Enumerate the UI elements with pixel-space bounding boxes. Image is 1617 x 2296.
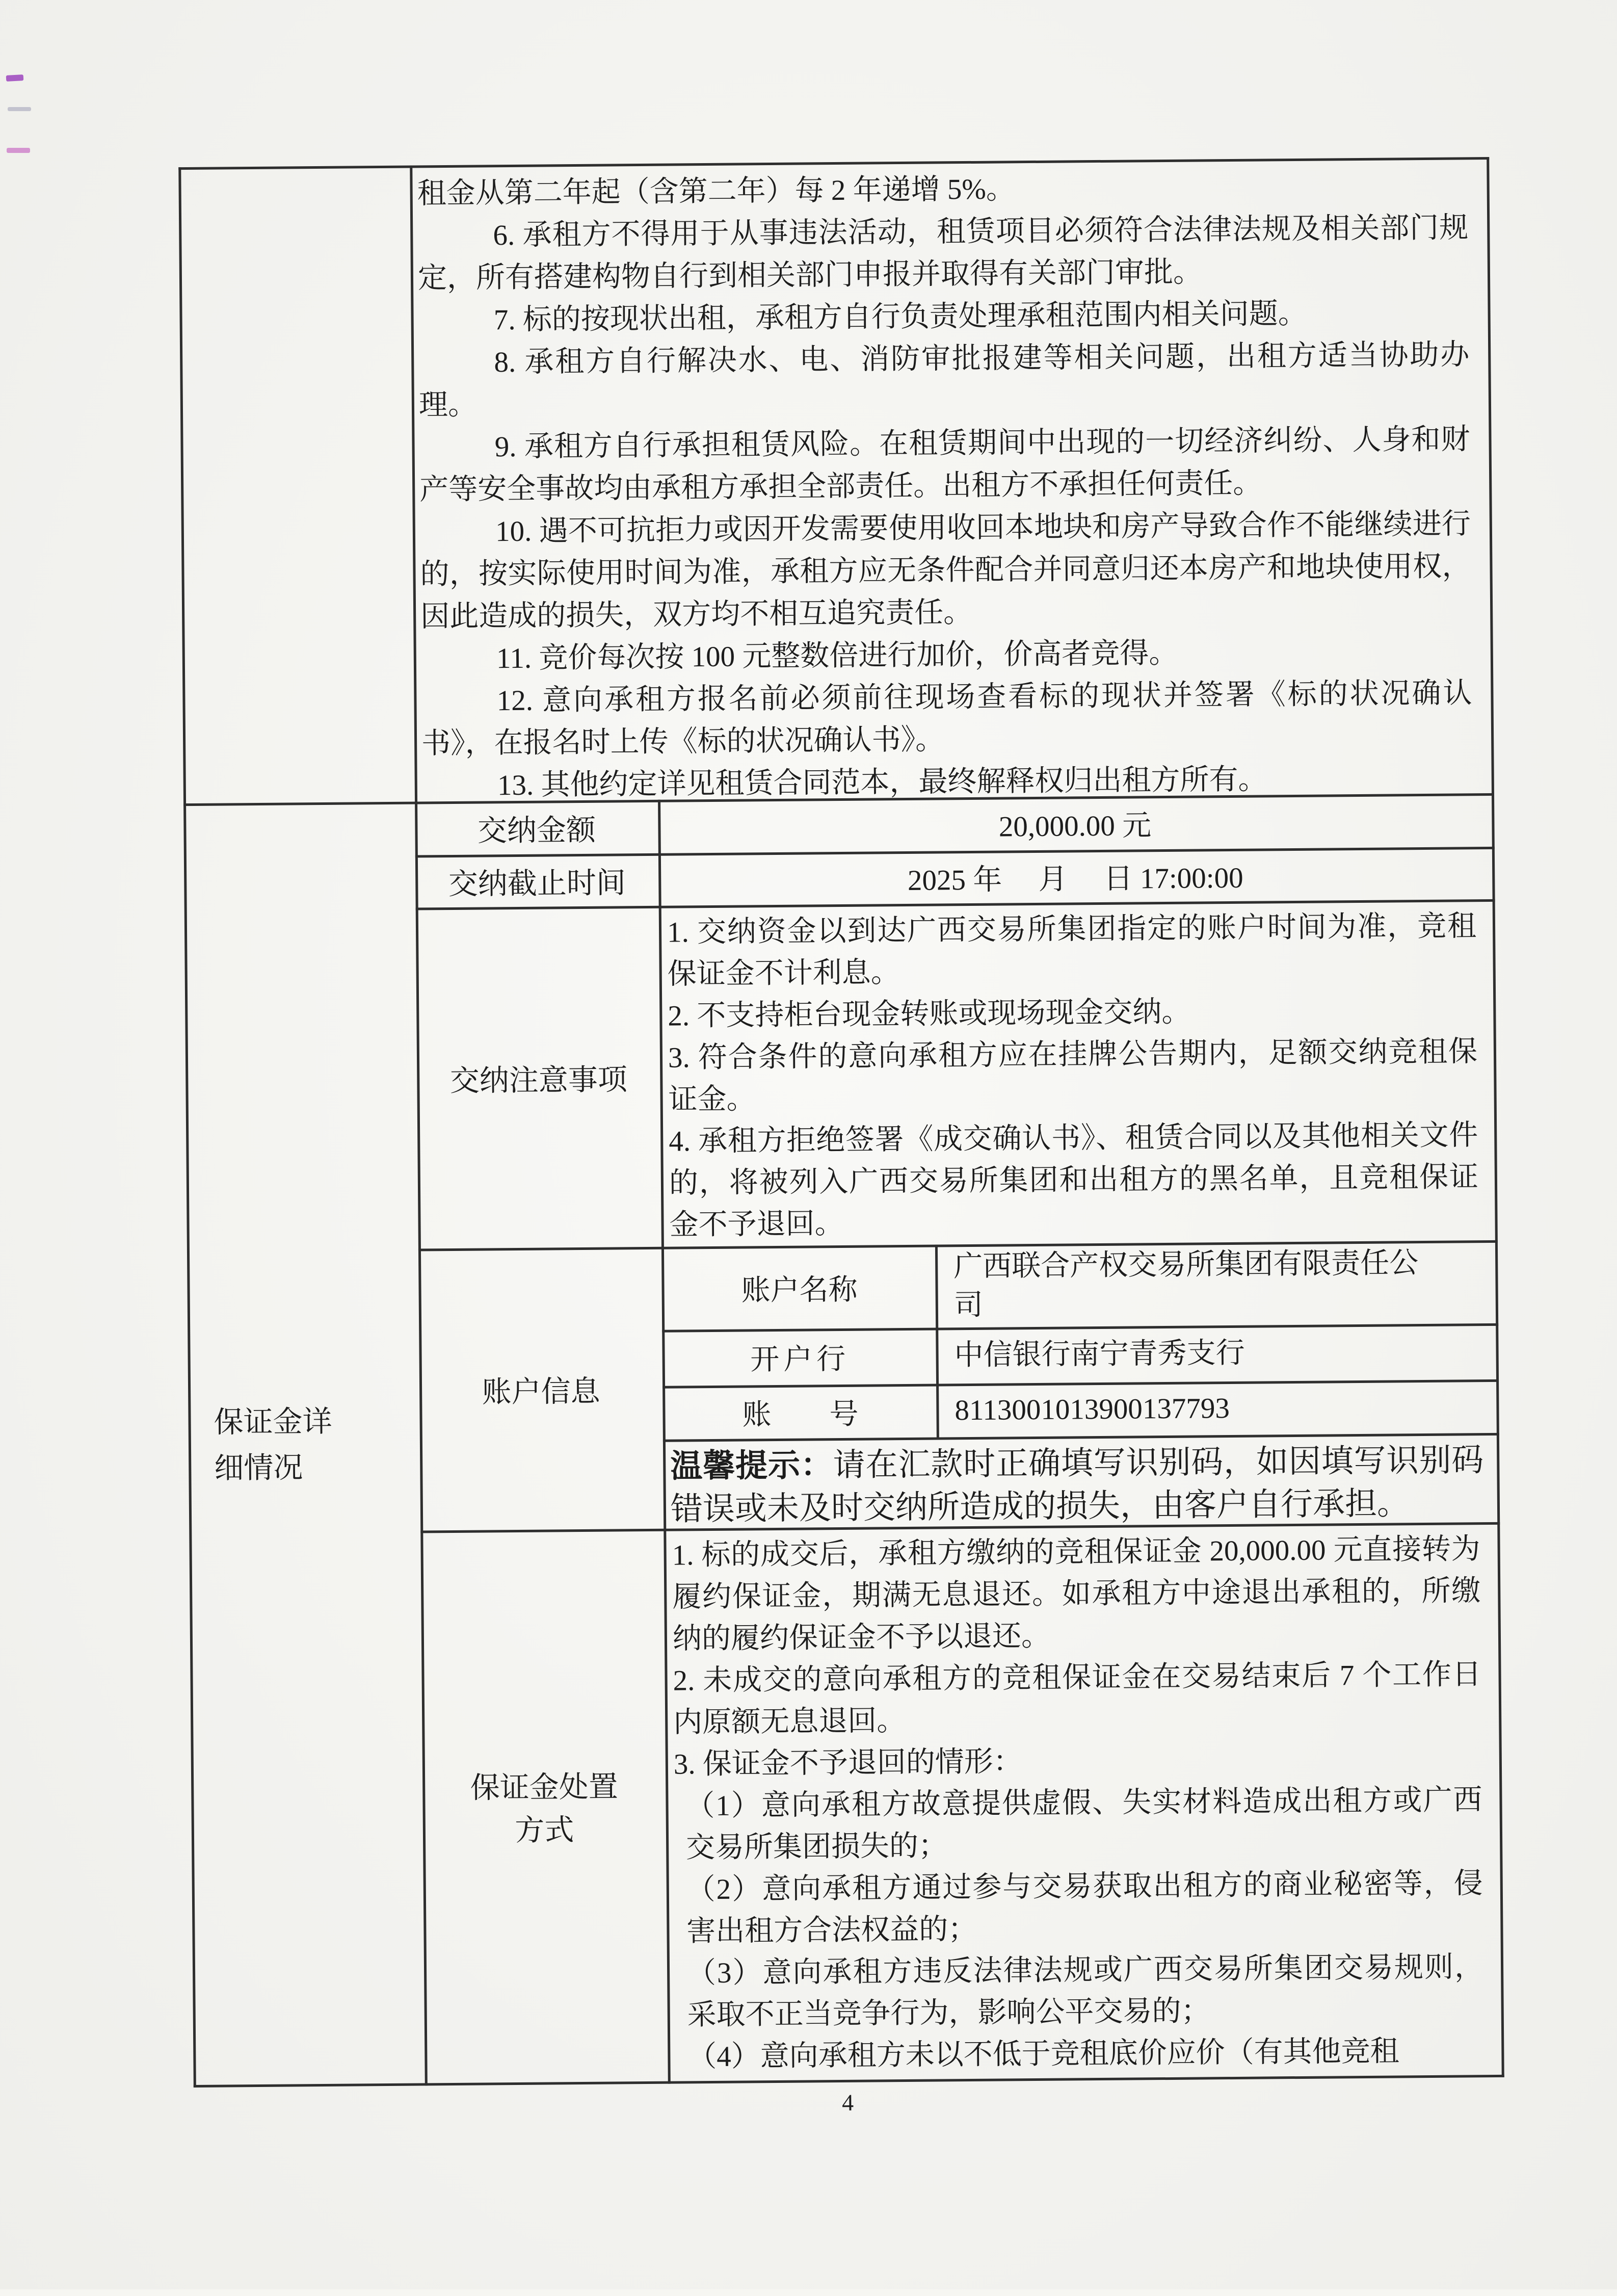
clauses-cell	[417, 164, 1473, 807]
clause-paragraph: 11. 竞价每次按 100 元整数倍进行加价，价高者竞得。	[496, 637, 1178, 675]
clause-paragraph: 13. 其他约定详见租赁合同范本，最终解释权归出租方所有。	[497, 763, 1267, 802]
note-paragraph: 1. 交纳资金以到达广西交易所集团指定的账户时间为准，竞租保证金不计利息。	[667, 910, 1477, 990]
notice-body: 请在汇款时正确填写识别码，如因填写识别码错误或未及时交纳所造成的损失，由客户自行承担。	[670, 1442, 1484, 1527]
note-paragraph: 2. 不支持柜台现金转账或现场现金交纳。	[668, 996, 1191, 1032]
clause-paragraph: 9. 承租方自行承担租赁风险。在租赁期间中出现的一切经济纠纷、人身和财产等安全事故均由承租方承担全部责任。出租方不承担任何责任。	[419, 423, 1470, 506]
amount-value: 20,000.00 元	[998, 809, 1152, 843]
section-label-cell	[186, 804, 425, 2085]
clause-paragraph: 租金从第二年起（含第二年）每 2 年递增 5%。	[417, 173, 1016, 210]
disposal-label-cell	[423, 1531, 665, 2081]
disposal-paragraph: （4）意向承租方未以不低于竞租底价应价（有其他竞租	[687, 2035, 1399, 2073]
disposal-paragraph: 2. 未成交的意向承租方的竞租保证金在交易结束后 7 个工作日内原额无息退回。	[673, 1658, 1481, 1739]
bank-value: 中信银行南宁青秀支行	[954, 1337, 1245, 1372]
disposal-cell	[672, 1528, 1484, 2078]
notes-label: 交纳注意事项	[449, 1062, 628, 1098]
account-label: 账户信息	[482, 1374, 600, 1409]
disposal-paragraph: （3）意向承租方违反法律法规或广西交易所集团交易规则，采取不正当竞争行为，影响公平交易的；	[686, 1951, 1484, 2031]
deadline-label: 交纳截止时间	[448, 866, 626, 901]
account-number-value: 8113001013900137793	[955, 1392, 1230, 1426]
deadline-value: 2025 年 月 日 17:00:00	[907, 862, 1243, 897]
disposal-paragraph: 1. 标的成交后，承租方缴纳的竞租保证金 20,000.00 元直接转为履约保证金，期满无息退还。如承租方中途退出承租的，所缴纳的履约保证金不予以退还。	[672, 1533, 1481, 1655]
notice-lead: 温馨提示：	[670, 1447, 833, 1484]
clause-paragraph: 6. 承租方不得用于从事违法活动，租赁项目必须符合法律法规及相关部门规定，所有搭建构物自行到相关部门申报并取得有关部门审批。	[417, 212, 1469, 295]
disposal-label: 保证金处置方式	[470, 1770, 618, 1847]
disposal-paragraph: （1）意向承租方故意提供虚假、失实材料造成出租方或广西交易所集团损失的；	[685, 1784, 1482, 1864]
account-name-text: 广西联合产权交易所集团有限责任公司	[953, 1246, 1419, 1321]
account-number-label: 账 号	[742, 1398, 859, 1431]
clause-paragraph: 12. 意向承租方报名前必须前往现场查看标的现状并签署《标的状况确认书》，在报名时上传《标的状况确认书》。	[421, 677, 1472, 760]
clause-paragraph: 7. 标的按现状出租，承租方自行负责处理承租范围内相关问题。	[493, 297, 1308, 336]
note-paragraph: 3. 符合条件的意向承租方应在挂牌公告期内，足额交纳竞租保证金。	[668, 1035, 1478, 1116]
account-name-value	[953, 1243, 1487, 1325]
disposal-paragraph: （2）意向承租方通过参与交易获取出租方的商业秘密等，侵害出租方合法权益的；	[686, 1867, 1483, 1948]
disposal-paragraph: 3. 保证金不予退回的情形：	[673, 1745, 1023, 1781]
notes-cell	[667, 905, 1479, 1246]
table-border-right	[1487, 157, 1504, 2077]
note-paragraph: 4. 承租方拒绝签署《成交确认书》、租赁合同以及其他相关文件的，将被列入广西交易所集团和出租方的黑名单，且竞租保证金不予退回。	[669, 1119, 1479, 1241]
amount-label: 交纳金额	[477, 813, 596, 848]
page-number: 4	[841, 2089, 854, 2116]
bank-label: 开户行	[750, 1343, 850, 1376]
clause-paragraph: 8. 承租方自行解决水、电、消防审批报建等相关问题，出租方适当协助办理。	[418, 338, 1470, 422]
account-name-label: 账户名称	[741, 1273, 858, 1307]
section-label: 保证金详细情况	[214, 1404, 332, 1485]
clause-paragraph: 10. 遇不可抗拒力或因开发需要使用收回本地块和房产导致合作不能继续进行的，按实际使用时间为准，承租方应无条件配合并同意归还本房产和地块使用权，因此造成的损失，双方均不相互追究责任。	[420, 508, 1471, 633]
column-line	[935, 1245, 939, 1440]
notice-cell	[670, 1439, 1484, 1531]
